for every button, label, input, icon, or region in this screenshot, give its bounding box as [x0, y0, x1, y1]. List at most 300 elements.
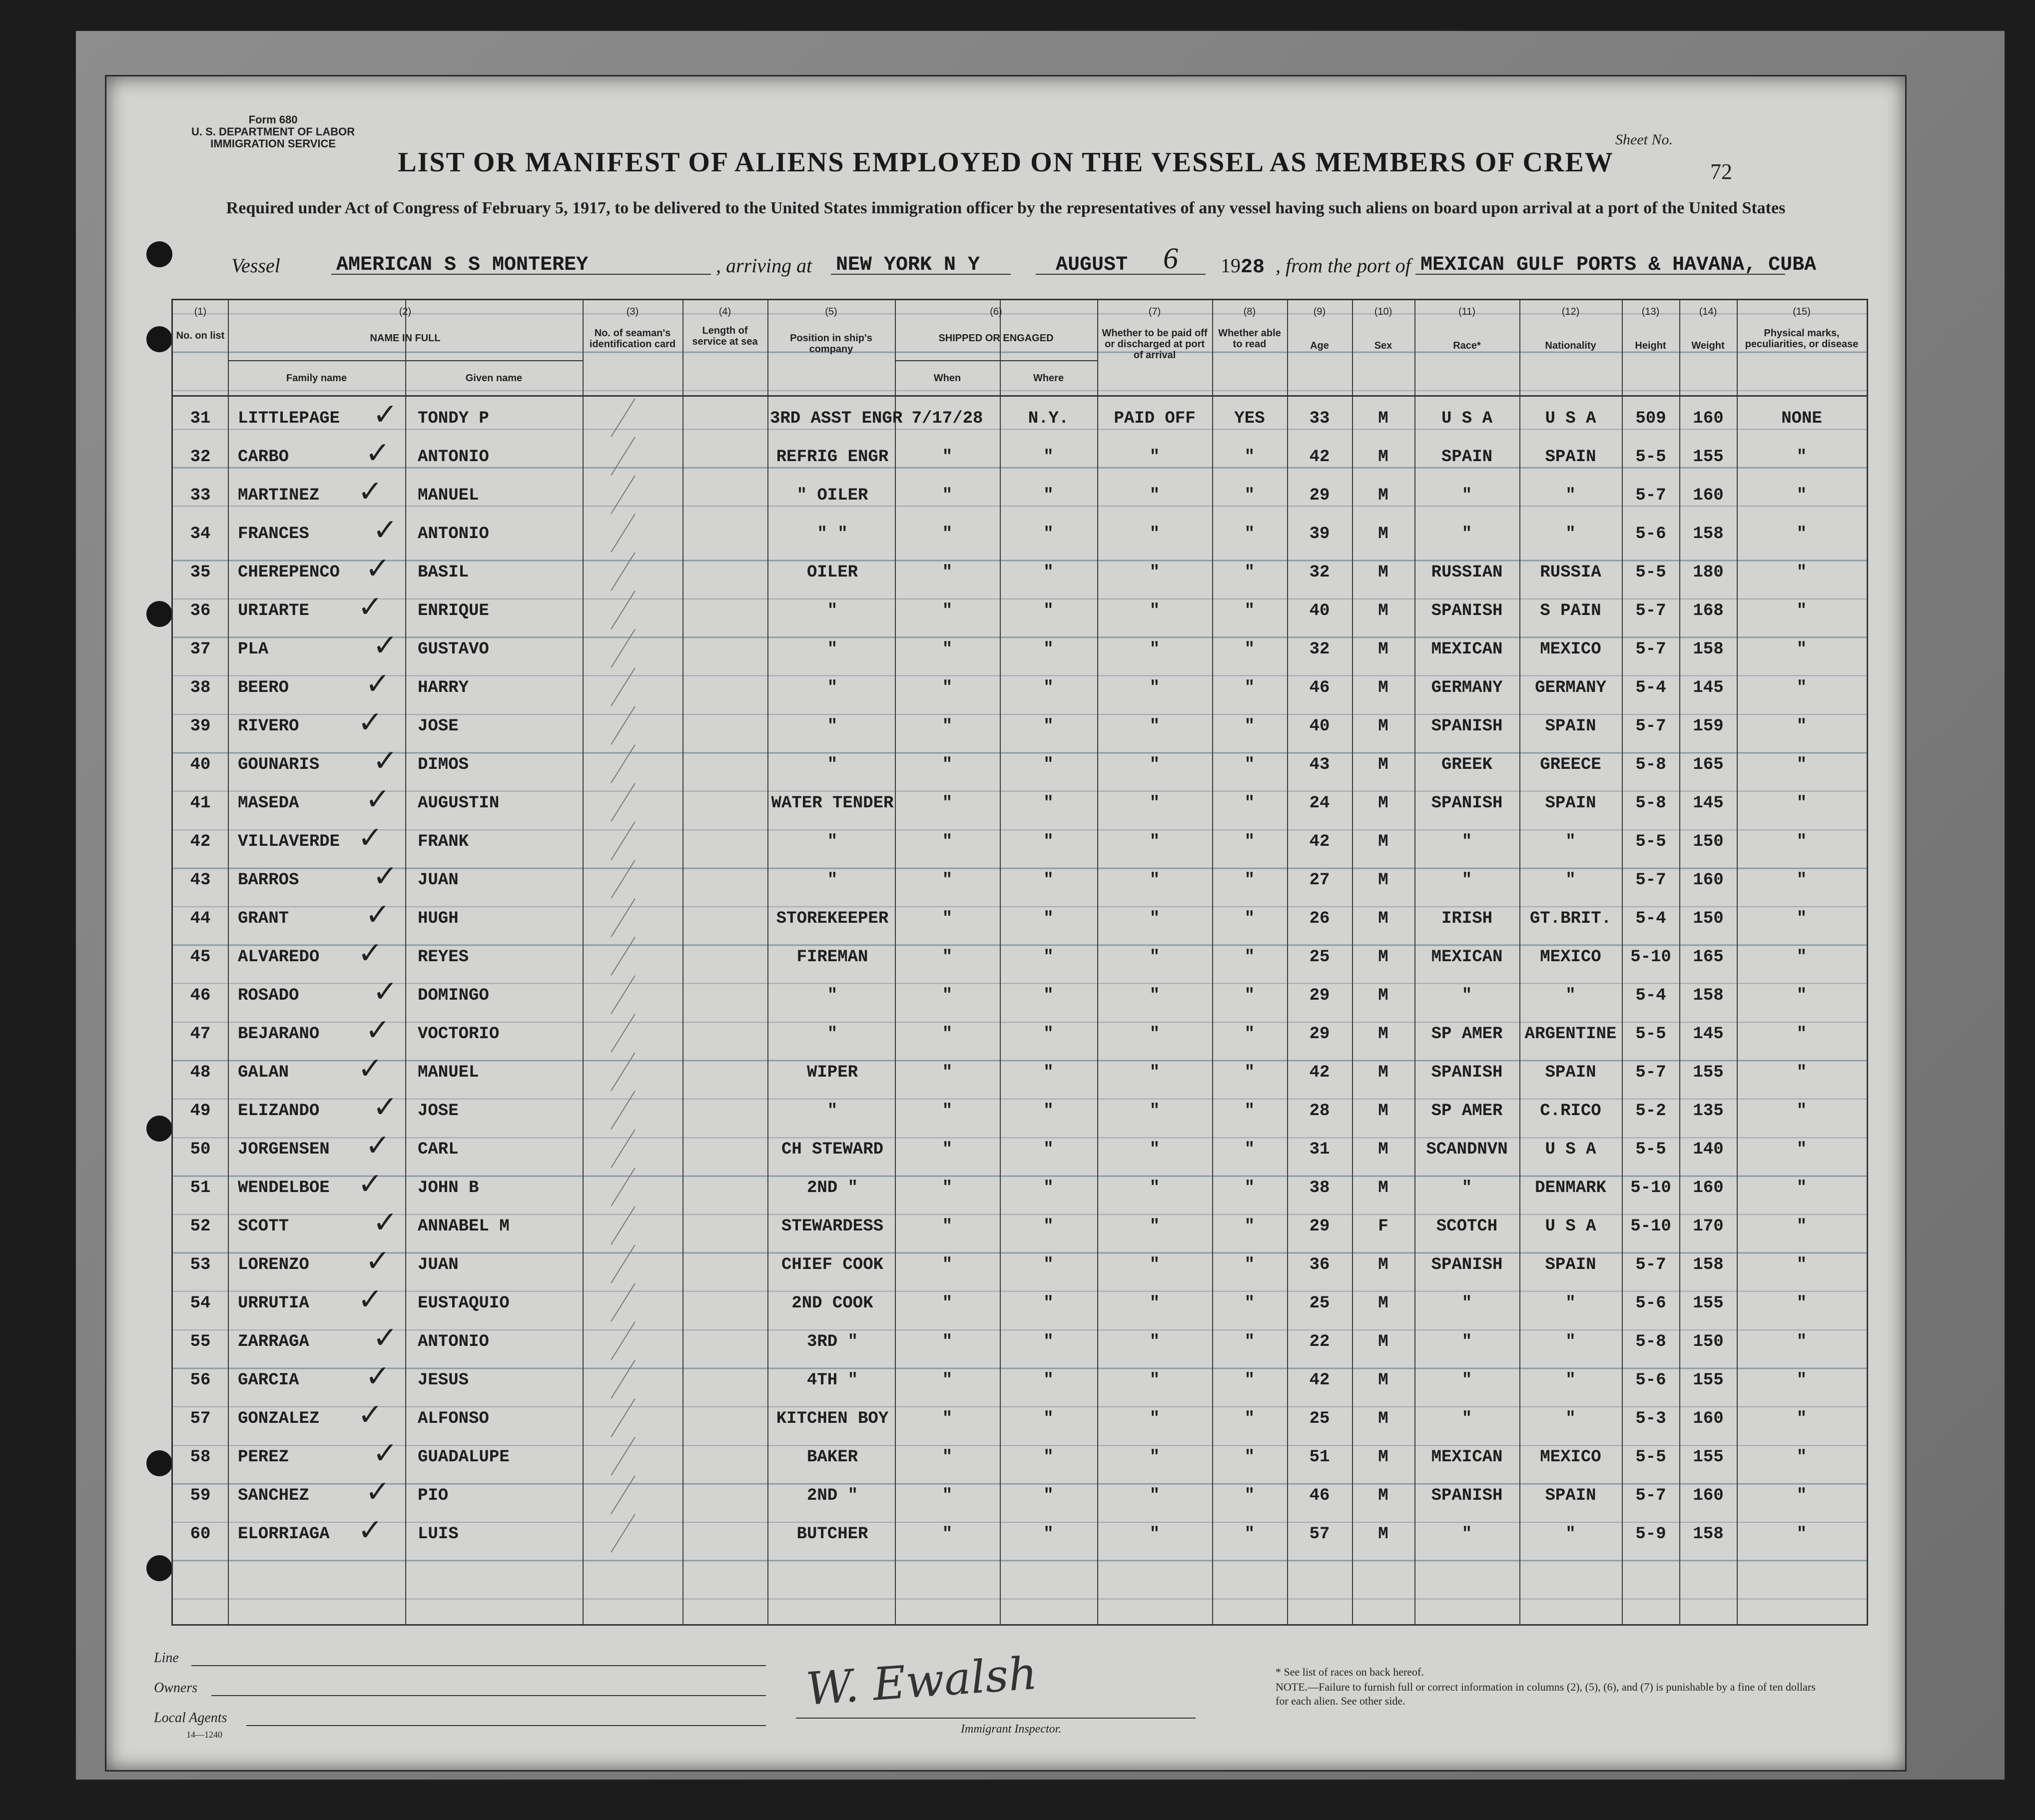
check-mark-icon: ✓: [373, 974, 398, 1009]
arriving-port: NEW YORK N Y: [836, 254, 980, 276]
paid-off-cell: ": [1149, 1332, 1160, 1351]
arrival-month: AUGUST: [1056, 254, 1128, 276]
header-height: Height: [1635, 340, 1666, 351]
position-cell: ": [827, 640, 838, 659]
shipped-when-cell: ": [942, 755, 953, 774]
table-row: [173, 897, 1867, 939]
check-mark-icon: ✓: [358, 1397, 383, 1432]
sex-cell: M: [1378, 1371, 1388, 1390]
able-to-read-cell: ": [1244, 448, 1255, 467]
given-name-cell: VOCTORIO: [418, 1025, 500, 1044]
race-cell: ": [1461, 986, 1472, 1005]
name-split-divider: [405, 360, 406, 395]
family-name-cell: BEJARANO: [238, 1025, 320, 1044]
shipped-where-cell: ": [1043, 1448, 1054, 1467]
race-cell: SCANDNVN: [1426, 1140, 1508, 1159]
able-to-read-cell: ": [1244, 1063, 1255, 1082]
age-cell: 29: [1309, 486, 1330, 505]
age-cell: 40: [1309, 717, 1330, 736]
family-name-cell: WENDELBOE: [238, 1179, 330, 1198]
check-mark-icon: ✓: [373, 1090, 398, 1125]
binder-hole: [146, 1450, 172, 1476]
sex-cell: M: [1378, 448, 1388, 467]
table-row: [173, 397, 1867, 439]
shipped-when-cell: ": [942, 986, 953, 1005]
shipped-where-cell: ": [1043, 1063, 1054, 1082]
nationality-cell: ": [1565, 871, 1576, 890]
sex-cell: M: [1378, 1140, 1388, 1159]
shipped-where-cell: ": [1043, 948, 1054, 967]
service-name: IMMIGRATION SERVICE: [210, 137, 336, 150]
paid-off-cell: ": [1149, 832, 1160, 851]
race-cell: GREEK: [1441, 755, 1493, 774]
physical-marks-cell: ": [1796, 1525, 1807, 1544]
sex-cell: M: [1378, 678, 1388, 697]
table-row: [173, 474, 1867, 516]
row-number: 51: [190, 1179, 211, 1198]
family-name-cell: CHEREPENCO: [238, 563, 340, 582]
header-weight: Weight: [1691, 340, 1725, 351]
pencil-slash-icon: [611, 821, 635, 860]
shipped-where-cell: ": [1043, 717, 1054, 736]
pencil-slash-icon: [611, 1014, 635, 1052]
able-to-read-cell: ": [1244, 1409, 1255, 1428]
row-number: 59: [190, 1486, 211, 1505]
family-name-cell: SCOTT: [238, 1217, 289, 1236]
weight-cell: 180: [1693, 563, 1724, 582]
race-cell: ": [1461, 525, 1472, 544]
age-cell: 38: [1309, 1179, 1330, 1198]
check-mark-icon: ✓: [373, 1320, 398, 1355]
given-name-cell: LUIS: [418, 1525, 459, 1544]
table-row: [173, 1282, 1867, 1323]
shipped-when-cell: ": [942, 1140, 953, 1159]
pencil-slash-icon: [611, 1398, 635, 1437]
physical-marks-cell: NONE: [1781, 409, 1822, 428]
table-row: [173, 513, 1867, 554]
weight-cell: 145: [1693, 1025, 1724, 1044]
physical-marks-cell: ": [1796, 755, 1807, 774]
race-cell: ": [1461, 1409, 1472, 1428]
height-cell: 5-5: [1635, 1025, 1666, 1044]
weight-cell: 160: [1693, 1409, 1724, 1428]
check-mark-icon: ✓: [358, 590, 383, 624]
position-cell: ": [827, 832, 838, 851]
given-name-cell: GUSTAVO: [418, 640, 489, 659]
height-cell: 5-5: [1635, 1448, 1666, 1467]
family-name-cell: ALVAREDO: [238, 948, 320, 967]
row-number: 57: [190, 1409, 211, 1428]
position-cell: ": [827, 678, 838, 697]
physical-marks-cell: ": [1796, 1371, 1807, 1390]
nationality-cell: GERMANY: [1535, 678, 1606, 697]
shipped-when-cell: ": [942, 832, 953, 851]
position-cell: WIPER: [806, 1063, 858, 1082]
row-number: 36: [190, 602, 211, 620]
check-mark-icon: ✓: [373, 513, 398, 548]
shipped-when-cell: ": [942, 640, 953, 659]
check-mark-icon: ✓: [373, 743, 398, 778]
able-to-read-cell: ": [1244, 1179, 1255, 1198]
nationality-cell: SPAIN: [1545, 1486, 1596, 1505]
physical-marks-cell: ": [1796, 1102, 1807, 1121]
given-name-cell: JUAN: [418, 871, 459, 890]
pencil-slash-icon: [611, 552, 635, 591]
table-row: [173, 936, 1867, 977]
row-number: 52: [190, 1217, 211, 1236]
paid-off-cell: ": [1149, 1025, 1160, 1044]
paid-off-cell: ": [1149, 1063, 1160, 1082]
sex-cell: M: [1378, 563, 1388, 582]
weight-cell: 170: [1693, 1217, 1724, 1236]
race-cell: SCOTCH: [1436, 1217, 1498, 1236]
position-cell: ": [827, 717, 838, 736]
weight-cell: 158: [1693, 986, 1724, 1005]
family-name-cell: URIARTE: [238, 602, 309, 620]
table-row: [173, 1051, 1867, 1093]
inspector-label: Immigrant Inspector.: [961, 1723, 1062, 1736]
able-to-read-cell: ": [1244, 1102, 1255, 1121]
age-cell: 46: [1309, 678, 1330, 697]
header-when: When: [933, 373, 961, 384]
arrival-year: 1928: [1221, 254, 1265, 279]
family-name-cell: MASEDA: [238, 794, 299, 813]
paid-off-cell: ": [1149, 1525, 1160, 1544]
height-cell: 5-4: [1635, 678, 1666, 697]
sex-cell: M: [1378, 525, 1388, 544]
shipped-when-cell: ": [942, 1179, 953, 1198]
weight-cell: 158: [1693, 640, 1724, 659]
paid-off-cell: ": [1149, 563, 1160, 582]
physical-marks-cell: ": [1796, 1294, 1807, 1313]
position-cell: ": [827, 871, 838, 890]
physical-marks-cell: ": [1796, 1025, 1807, 1044]
given-name-cell: GUADALUPE: [418, 1448, 510, 1467]
able-to-read-cell: ": [1244, 832, 1255, 851]
position-cell: KITCHEN BOY: [776, 1409, 889, 1428]
table-row: [173, 1167, 1867, 1208]
shipped-where-cell: ": [1043, 986, 1054, 1005]
sex-cell: F: [1378, 1217, 1388, 1236]
nationality-cell: ": [1565, 486, 1576, 505]
family-name-cell: MARTINEZ: [238, 486, 320, 505]
nationality-cell: SPAIN: [1545, 448, 1596, 467]
pencil-slash-icon: [611, 514, 635, 552]
sex-cell: M: [1378, 1448, 1388, 1467]
shipped-when-cell: ": [942, 1448, 953, 1467]
shipped-when-cell: ": [942, 1255, 953, 1274]
race-cell: SPANISH: [1431, 1255, 1503, 1274]
able-to-read-cell: ": [1244, 678, 1255, 697]
given-name-cell: MANUEL: [418, 1063, 479, 1082]
shipped-where-cell: ": [1043, 1217, 1054, 1236]
pencil-slash-icon: [611, 898, 635, 937]
sex-cell: M: [1378, 1409, 1388, 1428]
shipped-where-cell: ": [1043, 640, 1054, 659]
paid-off-cell: ": [1149, 986, 1160, 1005]
shipped-when-cell: 7/17/28: [911, 409, 983, 428]
check-mark-icon: ✓: [373, 1436, 398, 1471]
weight-cell: 150: [1693, 1332, 1724, 1351]
nationality-cell: ARGENTINE: [1524, 1025, 1617, 1044]
table-row: [173, 1243, 1867, 1285]
line-label: Line: [154, 1650, 179, 1666]
header-race: Race*: [1453, 340, 1481, 351]
paid-off-cell: ": [1149, 871, 1160, 890]
check-mark-icon: ✓: [358, 474, 383, 509]
position-cell: 2ND ": [806, 1486, 858, 1505]
physical-marks-cell: ": [1796, 1409, 1807, 1428]
family-name-cell: GARCIA: [238, 1371, 299, 1390]
race-cell: ": [1461, 1332, 1472, 1351]
physical-marks-cell: ": [1796, 909, 1807, 928]
table-row: [173, 859, 1867, 900]
physical-marks-cell: ": [1796, 602, 1807, 620]
able-to-read-cell: YES: [1234, 409, 1265, 428]
height-cell: 5-7: [1635, 602, 1666, 620]
height-cell: 5-7: [1635, 1255, 1666, 1274]
nationality-cell: SPAIN: [1545, 1063, 1596, 1082]
shipped-where-cell: ": [1043, 1525, 1054, 1544]
shipped-when-cell: ": [942, 563, 953, 582]
weight-cell: 160: [1693, 1179, 1724, 1198]
family-name-cell: PLA: [238, 640, 269, 659]
family-name-cell: ROSADO: [238, 986, 299, 1005]
table-row: [173, 820, 1867, 862]
pencil-slash-icon: [611, 1437, 635, 1475]
shipped-when-cell: ": [942, 909, 953, 928]
race-cell: IRISH: [1441, 909, 1493, 928]
header-no-on-list: No. on list: [176, 330, 225, 341]
shipped-where-cell: ": [1043, 1140, 1054, 1159]
table-row: [173, 743, 1867, 785]
shipped-when-cell: ": [942, 1409, 953, 1428]
physical-marks-cell: ": [1796, 1255, 1807, 1274]
from-port: MEXICAN GULF PORTS & HAVANA, CUBA: [1420, 254, 1817, 276]
physical-marks-cell: ": [1796, 1448, 1807, 1467]
table-row: [173, 1513, 1867, 1554]
sex-cell: M: [1378, 640, 1388, 659]
shipped-when-cell: ": [942, 448, 953, 467]
column-number: (4): [718, 306, 731, 317]
row-number: 33: [190, 486, 211, 505]
age-cell: 28: [1309, 1102, 1330, 1121]
row-number: 48: [190, 1063, 211, 1082]
sex-cell: M: [1378, 948, 1388, 967]
shipped-where-cell: ": [1043, 832, 1054, 851]
weight-cell: 168: [1693, 602, 1724, 620]
position-cell: CH STEWARD: [781, 1140, 884, 1159]
given-name-cell: FRANK: [418, 832, 469, 851]
weight-cell: 155: [1693, 1371, 1724, 1390]
nationality-cell: ": [1565, 1409, 1576, 1428]
family-name-cell: LITTLEPAGE: [238, 409, 340, 428]
position-cell: STEWARDESS: [781, 1217, 884, 1236]
nationality-cell: SPAIN: [1545, 1255, 1596, 1274]
nationality-cell: MEXICO: [1540, 1448, 1601, 1467]
paid-off-cell: ": [1149, 448, 1160, 467]
position-cell: 2ND COOK: [791, 1294, 873, 1313]
shipped-when-cell: ": [942, 1371, 953, 1390]
able-to-read-cell: ": [1244, 640, 1255, 659]
agents-label: Local Agents: [154, 1710, 227, 1726]
family-name-cell: URRUTIA: [238, 1294, 309, 1313]
race-cell: GERMANY: [1431, 678, 1503, 697]
weight-cell: 155: [1693, 1448, 1724, 1467]
age-cell: 43: [1309, 755, 1330, 774]
paid-off-cell: ": [1149, 755, 1160, 774]
family-name-cell: ELIZANDO: [238, 1102, 320, 1121]
pencil-slash-icon: [611, 706, 635, 744]
table-row: [173, 1128, 1867, 1170]
position-cell: BUTCHER: [796, 1525, 868, 1544]
form-number: Form 680: [248, 113, 298, 126]
given-name-cell: PIO: [418, 1486, 449, 1505]
age-cell: 42: [1309, 832, 1330, 851]
position-cell: 2ND ": [806, 1179, 858, 1198]
weight-cell: 155: [1693, 1294, 1724, 1313]
able-to-read-cell: ": [1244, 1525, 1255, 1544]
row-number: 37: [190, 640, 211, 659]
nationality-cell: GT.BRIT.: [1529, 909, 1612, 928]
age-cell: 29: [1309, 986, 1330, 1005]
check-mark-icon: ✓: [365, 666, 391, 701]
table-row: [173, 1013, 1867, 1054]
height-cell: 5-4: [1635, 909, 1666, 928]
table-row: [173, 782, 1867, 823]
check-mark-icon: ✓: [358, 1513, 383, 1548]
shipped-where-cell: ": [1043, 1371, 1054, 1390]
height-cell: 5-6: [1635, 1371, 1666, 1390]
family-name-cell: SANCHEZ: [238, 1486, 309, 1505]
nationality-cell: C.RICO: [1540, 1102, 1601, 1121]
row-number: 54: [190, 1294, 211, 1313]
page-number: 72: [1710, 159, 1732, 184]
family-name-cell: ELORRIAGA: [238, 1525, 330, 1544]
check-mark-icon: ✓: [365, 436, 391, 471]
nationality-cell: ": [1565, 1525, 1576, 1544]
height-cell: 5-5: [1635, 563, 1666, 582]
check-mark-icon: ✓: [373, 397, 398, 432]
pencil-slash-icon: [611, 1168, 635, 1206]
given-name-cell: TONDY P: [418, 409, 489, 428]
pencil-slash-icon: [611, 1475, 635, 1514]
header-age: Age: [1310, 340, 1329, 351]
pencil-slash-icon: [611, 860, 635, 898]
row-number: 40: [190, 755, 211, 774]
position-cell: ": [827, 602, 838, 620]
given-name-cell: DOMINGO: [418, 986, 489, 1005]
column-number: (10): [1374, 306, 1392, 317]
pencil-slash-icon: [611, 937, 635, 975]
check-mark-icon: ✓: [373, 628, 398, 663]
given-name-cell: JOSE: [418, 1102, 459, 1121]
position-cell: OILER: [806, 563, 858, 582]
crew-table: [171, 299, 1868, 1626]
physical-marks-cell: ": [1796, 1486, 1807, 1505]
shipped-when-cell: ": [942, 1102, 953, 1121]
weight-cell: 155: [1693, 448, 1724, 467]
arriving-label: , arriving at: [716, 254, 812, 277]
given-name-cell: ALFONSO: [418, 1409, 489, 1428]
race-cell: ": [1461, 1179, 1472, 1198]
header-shipped-engaged: SHIPPED OR ENGAGED: [938, 333, 1054, 344]
shipped-where-cell: ": [1043, 1102, 1054, 1121]
family-name-cell: GONZALEZ: [238, 1409, 320, 1428]
header-given-name: Given name: [465, 373, 523, 384]
row-number: 58: [190, 1448, 211, 1467]
column-number: (8): [1243, 306, 1256, 317]
nationality-cell: ": [1565, 986, 1576, 1005]
from-port-label: , from the port of: [1276, 254, 1411, 277]
header-length-service: Length of service at sea: [692, 325, 758, 347]
given-name-cell: CARL: [418, 1140, 459, 1159]
weight-cell: 165: [1693, 948, 1724, 967]
row-number: 38: [190, 678, 211, 697]
shipped-when-cell: ": [942, 602, 953, 620]
race-cell: RUSSIAN: [1431, 563, 1503, 582]
row-number: 50: [190, 1140, 211, 1159]
able-to-read-cell: ": [1244, 1371, 1255, 1390]
shipped-where-cell: ": [1043, 602, 1054, 620]
table-row: [173, 551, 1867, 593]
check-mark-icon: ✓: [365, 1474, 391, 1509]
check-mark-icon: ✓: [373, 1205, 398, 1240]
header-physical-marks: Physical marks, peculiarities, or disease: [1745, 328, 1859, 350]
table-row: [173, 628, 1867, 669]
shipped-where-cell: ": [1043, 1332, 1054, 1351]
arrival-day: 6: [1163, 242, 1178, 275]
race-cell: ": [1461, 1371, 1472, 1390]
paid-off-cell: ": [1149, 1371, 1160, 1390]
weight-cell: 150: [1693, 832, 1724, 851]
pencil-slash-icon: [611, 437, 635, 475]
age-cell: 32: [1309, 640, 1330, 659]
physical-marks-cell: ": [1796, 1179, 1807, 1198]
race-cell: ": [1461, 1525, 1472, 1544]
paid-off-cell: ": [1149, 1255, 1160, 1274]
header-able-to-read: Whether able to read: [1218, 328, 1281, 350]
shipped-when-cell: ": [942, 717, 953, 736]
shipped-when-cell: ": [942, 486, 953, 505]
pencil-slash-icon: [611, 629, 635, 667]
check-mark-icon: ✓: [365, 1013, 391, 1048]
race-cell: SPANISH: [1431, 717, 1503, 736]
sex-cell: M: [1378, 986, 1388, 1005]
shipped-where-cell: ": [1043, 525, 1054, 544]
paid-off-cell: ": [1149, 486, 1160, 505]
age-cell: 42: [1309, 1063, 1330, 1082]
sex-cell: M: [1378, 1179, 1388, 1198]
age-cell: 22: [1309, 1332, 1330, 1351]
able-to-read-cell: ": [1244, 717, 1255, 736]
sex-cell: M: [1378, 755, 1388, 774]
physical-marks-cell: ": [1796, 640, 1807, 659]
shipped-where-cell: ": [1043, 909, 1054, 928]
paid-off-cell: ": [1149, 1179, 1160, 1198]
binder-hole: [146, 601, 172, 627]
check-mark-icon: ✓: [358, 1282, 383, 1317]
race-cell: MEXICAN: [1431, 1448, 1503, 1467]
shipped-where-cell: ": [1043, 1025, 1054, 1044]
column-number: (9): [1313, 306, 1326, 317]
race-cell: SPANISH: [1431, 602, 1503, 620]
check-mark-icon: ✓: [358, 1051, 383, 1086]
given-name-cell: ENRIQUE: [418, 602, 489, 620]
weight-cell: 159: [1693, 717, 1724, 736]
weight-cell: 158: [1693, 525, 1724, 544]
paid-off-cell: ": [1149, 909, 1160, 928]
